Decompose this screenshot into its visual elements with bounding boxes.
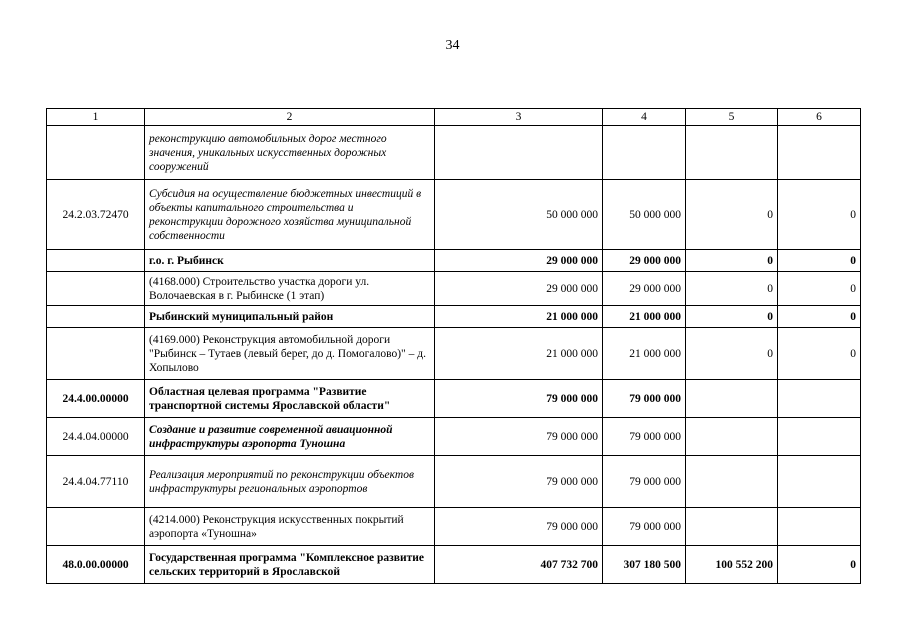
row-value-col4: 29 000 000 (603, 272, 686, 306)
row-value-col5 (686, 456, 778, 508)
row-name: (4169.000) Реконструкция автомобильной дороги "Рыбинск – Тутаев (левый берег, до д. Помогалово)" – д. Хопылово (145, 328, 435, 380)
row-value-col6: 0 (778, 250, 861, 272)
table-row (47, 250, 861, 272)
row-value-col4: 79 000 000 (603, 380, 686, 418)
table-row (47, 328, 861, 380)
row-value-col3: 29 000 000 (435, 272, 603, 306)
row-name: Рыбинский муниципальный район (145, 306, 435, 328)
row-name: Создание и развитие современной авиационной инфраструктуры аэропорта Туношна (145, 418, 435, 456)
row-value-col4: 79 000 000 (603, 508, 686, 546)
row-value-col6 (778, 418, 861, 456)
page-number: 34 (445, 38, 460, 53)
row-value-col4: 79 000 000 (603, 456, 686, 508)
row-value-col3: 21 000 000 (435, 306, 603, 328)
row-code (47, 328, 145, 380)
row-value-col3: 79 000 000 (435, 508, 603, 546)
row-value-col4 (603, 126, 686, 180)
row-value-col5: 100 552 200 (686, 546, 778, 584)
column-number-row (47, 109, 861, 126)
table-row (47, 180, 861, 250)
row-value-col4: 29 000 000 (603, 250, 686, 272)
row-code (47, 272, 145, 306)
row-value-col3: 407 732 700 (435, 546, 603, 584)
row-name: реконструкцию автомобильных дорог местного значения, уникальных искусственных дорожных сооружений (145, 126, 435, 180)
row-value-col3: 29 000 000 (435, 250, 603, 272)
row-code: 24.2.03.72470 (47, 180, 145, 250)
row-value-col3: 50 000 000 (435, 180, 603, 250)
row-value-col5 (686, 380, 778, 418)
row-code: 24.4.04.00000 (47, 418, 145, 456)
row-name: (4168.000) Строительство участка дороги ул. Волочаевская в г. Рыбинске (1 этап) (145, 272, 435, 306)
row-value-col6: 0 (778, 306, 861, 328)
budget-table (46, 108, 861, 584)
table-row (47, 456, 861, 508)
row-code: 24.4.04.77110 (47, 456, 145, 508)
row-code (47, 126, 145, 180)
row-value-col6 (778, 456, 861, 508)
column-header: 5 (686, 109, 778, 126)
table-row (47, 418, 861, 456)
table-row (47, 272, 861, 306)
row-value-col4: 50 000 000 (603, 180, 686, 250)
row-name: Областная целевая программа "Развитие транспортной системы Ярославской области" (145, 380, 435, 418)
row-name: г.о. г. Рыбинск (145, 250, 435, 272)
row-value-col6: 0 (778, 328, 861, 380)
row-code (47, 250, 145, 272)
row-value-col6: 0 (778, 180, 861, 250)
row-value-col5: 0 (686, 328, 778, 380)
column-header: 4 (603, 109, 686, 126)
row-code: 24.4.00.00000 (47, 380, 145, 418)
column-header: 3 (435, 109, 603, 126)
row-name: Государственная программа "Комплексное развитие сельских территорий в Ярославской (145, 546, 435, 584)
table-row (47, 546, 861, 584)
row-value-col4: 79 000 000 (603, 418, 686, 456)
row-value-col5 (686, 508, 778, 546)
column-header: 1 (47, 109, 145, 126)
row-value-col5: 0 (686, 272, 778, 306)
row-code (47, 306, 145, 328)
row-value-col6 (778, 508, 861, 546)
row-name: Реализация мероприятий по реконструкции объектов инфраструктуры региональных аэропортов (145, 456, 435, 508)
row-value-col4: 21 000 000 (603, 306, 686, 328)
row-value-col5: 0 (686, 250, 778, 272)
row-value-col5 (686, 418, 778, 456)
row-name: (4214.000) Реконструкция искусственных покрытий аэропорта «Туношна» (145, 508, 435, 546)
row-value-col3 (435, 126, 603, 180)
row-code (47, 508, 145, 546)
table-row (47, 508, 861, 546)
table-row (47, 380, 861, 418)
table-row (47, 126, 861, 180)
row-value-col6: 0 (778, 272, 861, 306)
row-value-col5: 0 (686, 306, 778, 328)
row-value-col3: 79 000 000 (435, 418, 603, 456)
column-header: 2 (145, 109, 435, 126)
row-name: Субсидия на осуществление бюджетных инвестиций в объекты капитального строительства и реконструкции дорожного хозяйства муниципальной собственности (145, 180, 435, 250)
row-value-col5 (686, 126, 778, 180)
column-header: 6 (778, 109, 861, 126)
row-value-col3: 79 000 000 (435, 456, 603, 508)
row-value-col3: 21 000 000 (435, 328, 603, 380)
row-value-col3: 79 000 000 (435, 380, 603, 418)
row-code: 48.0.00.00000 (47, 546, 145, 584)
row-value-col4: 307 180 500 (603, 546, 686, 584)
row-value-col6 (778, 380, 861, 418)
table-row (47, 306, 861, 328)
row-value-col4: 21 000 000 (603, 328, 686, 380)
row-value-col6 (778, 126, 861, 180)
row-value-col6: 0 (778, 546, 861, 584)
row-value-col5: 0 (686, 180, 778, 250)
